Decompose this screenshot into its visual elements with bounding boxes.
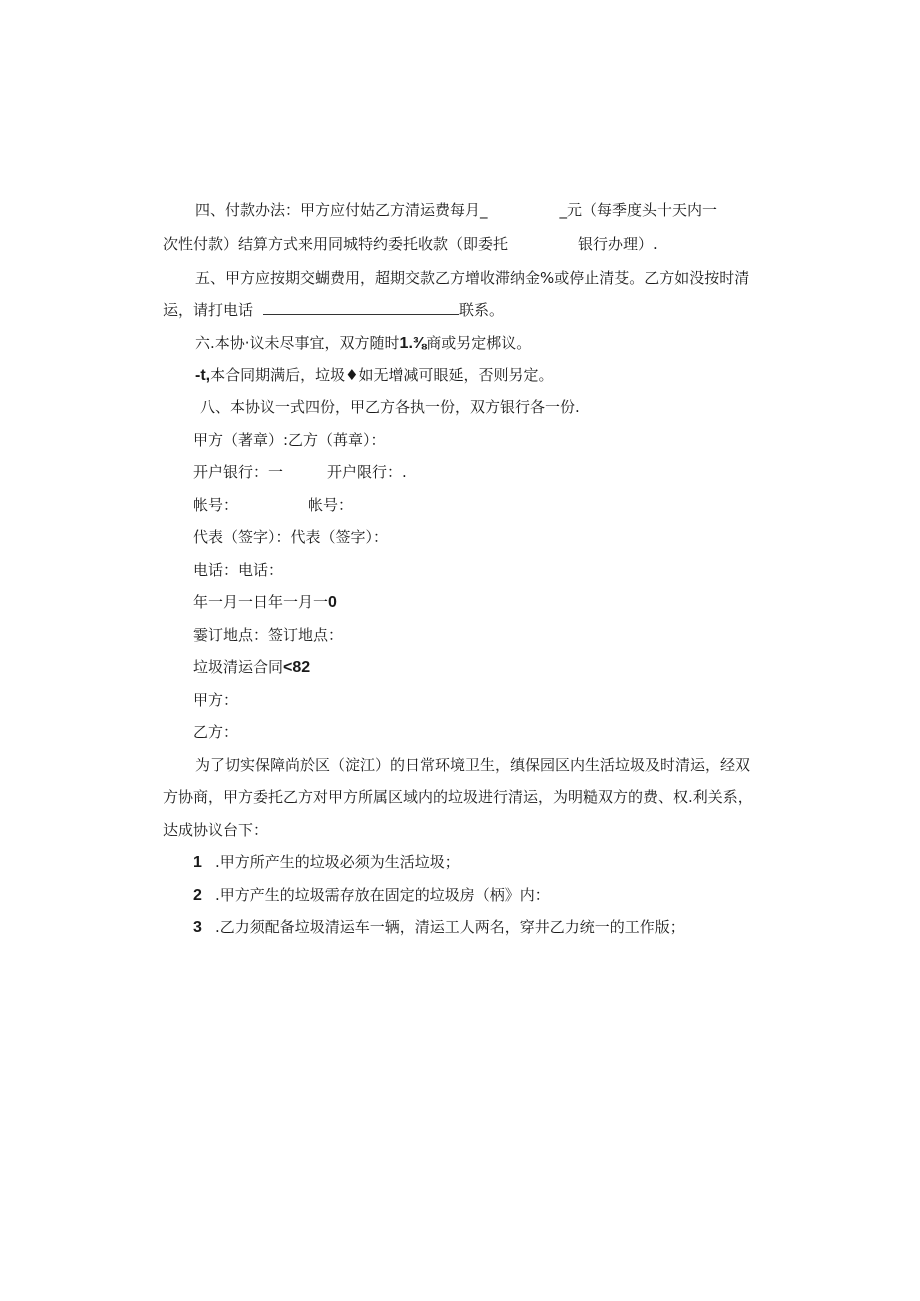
- bank-text-a: 开户银行：一: [193, 463, 284, 481]
- date-bold: 0: [328, 594, 337, 611]
- clause5-line1: [195, 268, 749, 288]
- clause4-text-a: 四、付款办法：甲方应付姑乙方清运费每月_: [195, 201, 488, 219]
- clause5-text-a: 五、甲方应按期交蝴费用，超期交款乙方增收滞纳金%或停止清芟。乙方如没按时清: [195, 269, 750, 287]
- list-item-number: 3: [193, 919, 202, 936]
- list-item: [193, 917, 685, 938]
- bank-line: [193, 462, 407, 482]
- clause8-line: [200, 397, 580, 417]
- seal-text: 甲方（著章）:乙方（苒章）：: [193, 431, 386, 449]
- intro-text-1: 为了切实保障尚於区（淀江）的日常环境卫生，缜保园区内生活垃圾及时清运，经双: [195, 756, 751, 774]
- place-text: 霎订地点：签订地点：: [193, 626, 344, 644]
- phone-underline: [263, 300, 459, 315]
- intro-line3: [163, 820, 268, 840]
- party-a-text: 甲方：: [193, 691, 239, 709]
- clause4-line2: [163, 234, 658, 254]
- intro-text-2: 方协商，甲方委托乙方对甲方所属区域内的垃圾进行清运，为明糙双方的费、权.利关系，: [163, 788, 753, 806]
- clause6-text-a: 六.本协·议未尽事宜，双方随时: [195, 334, 400, 352]
- clause8-text: 八、本协议一式四份，甲乙方各执一份，双方银行各一份.: [200, 398, 580, 416]
- phone-line: [193, 560, 283, 580]
- date-text: 年一月一日年一月一: [193, 593, 329, 611]
- party-b-text: 乙方：: [193, 723, 239, 741]
- intro-text-3: 达成协议台下：: [163, 821, 269, 839]
- clause4-text-d: 银行办理）.: [578, 235, 658, 253]
- clause6-bold: 1.⅜: [399, 335, 427, 352]
- contract-title: [193, 657, 310, 678]
- clause4-text-b: _元（每季度头十天内一: [559, 201, 718, 219]
- clause7-bold: -t,: [195, 367, 211, 384]
- intro-line2: [163, 787, 753, 807]
- place-line: [193, 625, 343, 645]
- contract-title-bold: <82: [283, 659, 311, 676]
- date-line: [193, 592, 337, 613]
- list-item-number: 2: [193, 887, 202, 904]
- clause6-line: [195, 333, 531, 354]
- seal-line: [193, 430, 386, 450]
- bank-text-b: 开户限行：.: [327, 463, 407, 481]
- party-b-line: [193, 722, 238, 742]
- intro-line1: [195, 755, 750, 775]
- list-item: [193, 852, 460, 873]
- representative-text: 代表（签字）：代表（签字）：: [193, 528, 389, 546]
- clause7-text: 本合同期满后，垃圾♦如无增减可眼延，否则另定。: [210, 366, 554, 384]
- clause5-text-b: 运，请打电话: [163, 301, 254, 319]
- account-text-a: 帐号：: [193, 496, 239, 514]
- list-item-text: .乙力须配备垃圾清运车一辆，清运工人两名，穿井乙力统一的工作版；: [215, 918, 685, 936]
- phone-text: 电话：电话：: [193, 561, 284, 579]
- party-a-line: [193, 690, 238, 710]
- list-item-number: 1: [193, 854, 202, 871]
- account-text-b: 帐号：: [308, 496, 354, 514]
- list-item-text: .甲方产生的垃圾需存放在固定的垃圾房（柄》内：: [215, 886, 550, 904]
- representative-line: [193, 527, 388, 547]
- list-item-text: .甲方所产生的垃圾必须为生活垃圾；: [215, 853, 460, 871]
- clause4-line1: [195, 200, 717, 220]
- clause5-text-c: 联系。: [459, 301, 505, 319]
- clause5-line2: [163, 300, 504, 320]
- clause6-text-b: 商或另定梆议。: [426, 334, 532, 352]
- clause7-line: [195, 365, 554, 386]
- clause4-text-c: 次性付款）结算方式来用同城特约委托收款（即委托: [163, 235, 509, 253]
- list-item: [193, 885, 550, 906]
- contract-title-text: 垃圾清运合同: [193, 658, 284, 676]
- account-line: [193, 495, 353, 515]
